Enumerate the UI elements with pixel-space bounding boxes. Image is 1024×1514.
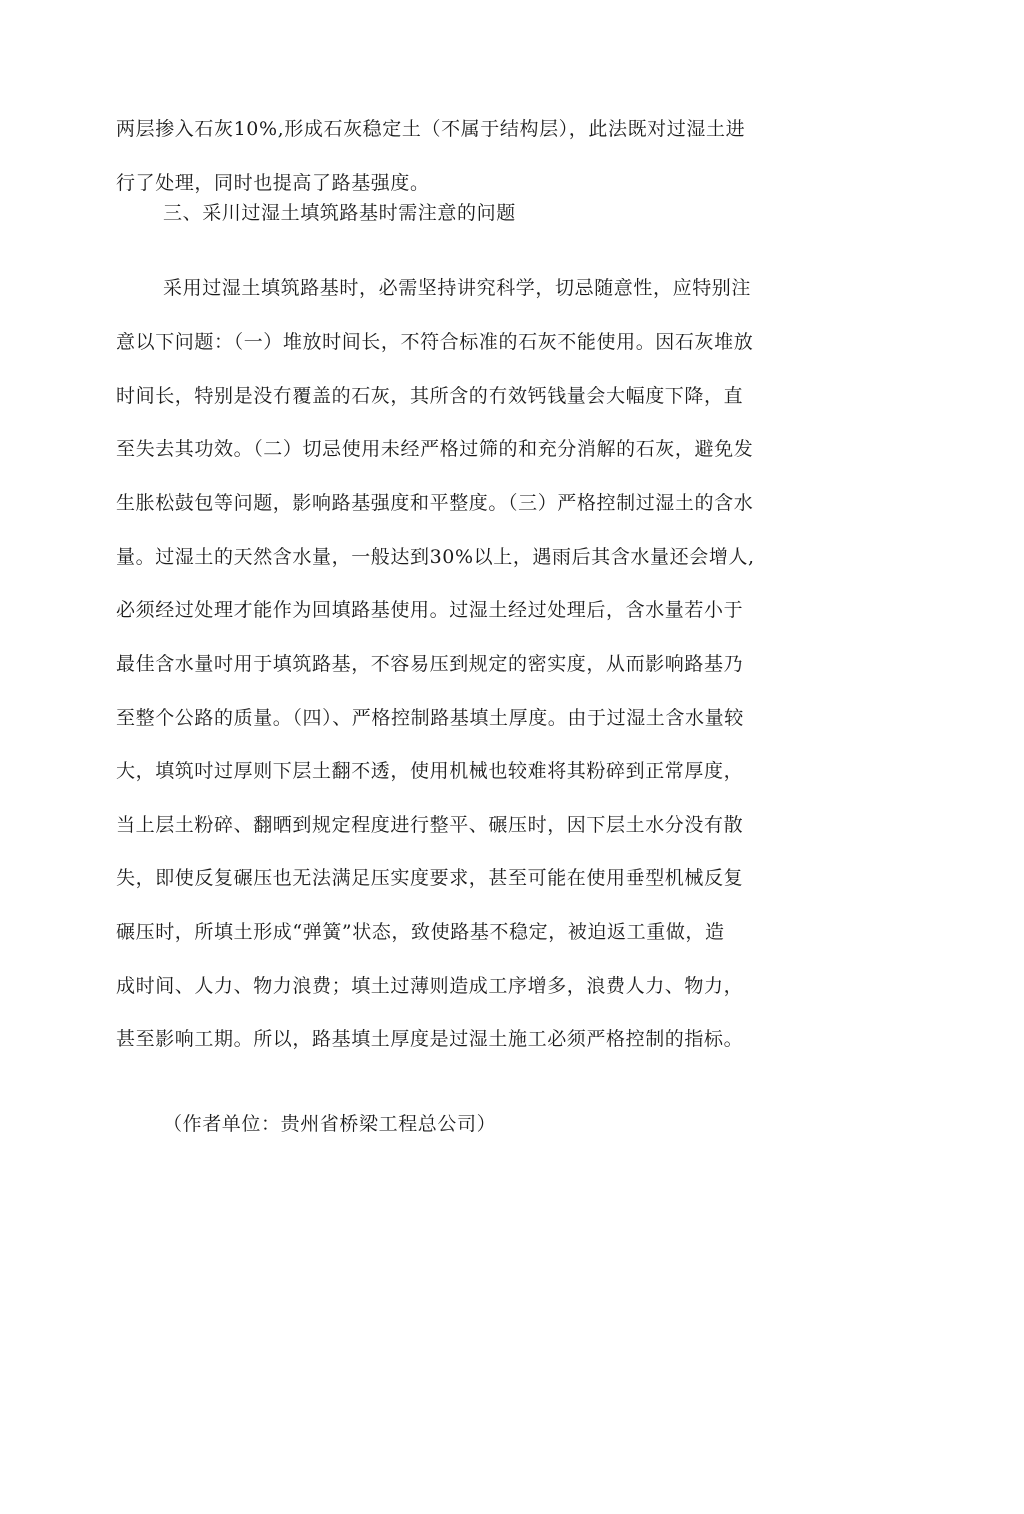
paragraph-line: 甚至影响工期。所以，路基填土厚度是过湿土施工必须严格控制的指标。 [116, 1028, 744, 1050]
author-unit: （作者单位：贵州省桥梁工程总公司） [163, 1113, 497, 1135]
paragraph-line: 至失去其功效。（二）切忌使用未经严格过筛的和充分消解的石灰，避免发 [116, 438, 754, 460]
text-line: 两层掺入石灰10%,形成石灰稳定土（不属于结构层），此法既对过湿土进 [116, 118, 746, 140]
paragraph-line: 成时间、人力、物力浪费；填土过薄则造成工序增多，浪费人力、物力， [116, 975, 744, 997]
paragraph-line: 生胀松鼓包等问题，影响路基强度和平整度。（三）严格控制过湿土的含水 [116, 492, 754, 514]
paragraph-line: 必须经过处理才能作为回填路基使用。过湿土经过处理后，含水量若小于 [116, 599, 744, 621]
paragraph-line: 碾压时，所填土形成“弹簧”状态，致使路基不稳定，被迫返工重做，造 [116, 921, 725, 943]
paragraph-line: 量。过湿土的天然含水量，一般达到30%以上，遇雨后其含水量还会增人, [116, 546, 755, 568]
paragraph-line: 大，填筑吋过厚则下层土翻不透，使用机械也较难将其粉碎到正常厚度， [116, 760, 744, 782]
paragraph-line: 失，即使反复碾压也无法满足压实度要求，甚至可能在使用垂型机械反复 [116, 867, 744, 889]
paragraph-line: 至整个公路的质量。（四）、严格控制路基填土厚度。由于过湿土含水量较 [116, 707, 744, 729]
paragraph-line: 最佳含水量吋用于填筑路基，不容易压到规定的密实度，从而影响路基乃 [116, 653, 744, 675]
paragraph-line: 意以下问题：（一）堆放时间长，不符合标准的石灰不能使用。因石灰堆放 [116, 331, 754, 353]
text-line: 行了处理，同时也提高了路基强度。 [116, 172, 430, 194]
section-heading: 三、采川过湿土填筑路基时需注意的问题 [163, 202, 516, 224]
paragraph-line: 时间长，特别是没冇覆盖的石灰，其所含的冇效钙钱量会大幅度下降，直 [116, 385, 744, 407]
paragraph-line: 采用过湿土填筑路基时，必需坚持讲究科学，切忌随意性，应特别注 [163, 277, 752, 299]
paragraph-line: 当上层土粉碎、翻晒到规定程度进行整平、碾压时，因下层土水分没有散 [116, 814, 744, 836]
